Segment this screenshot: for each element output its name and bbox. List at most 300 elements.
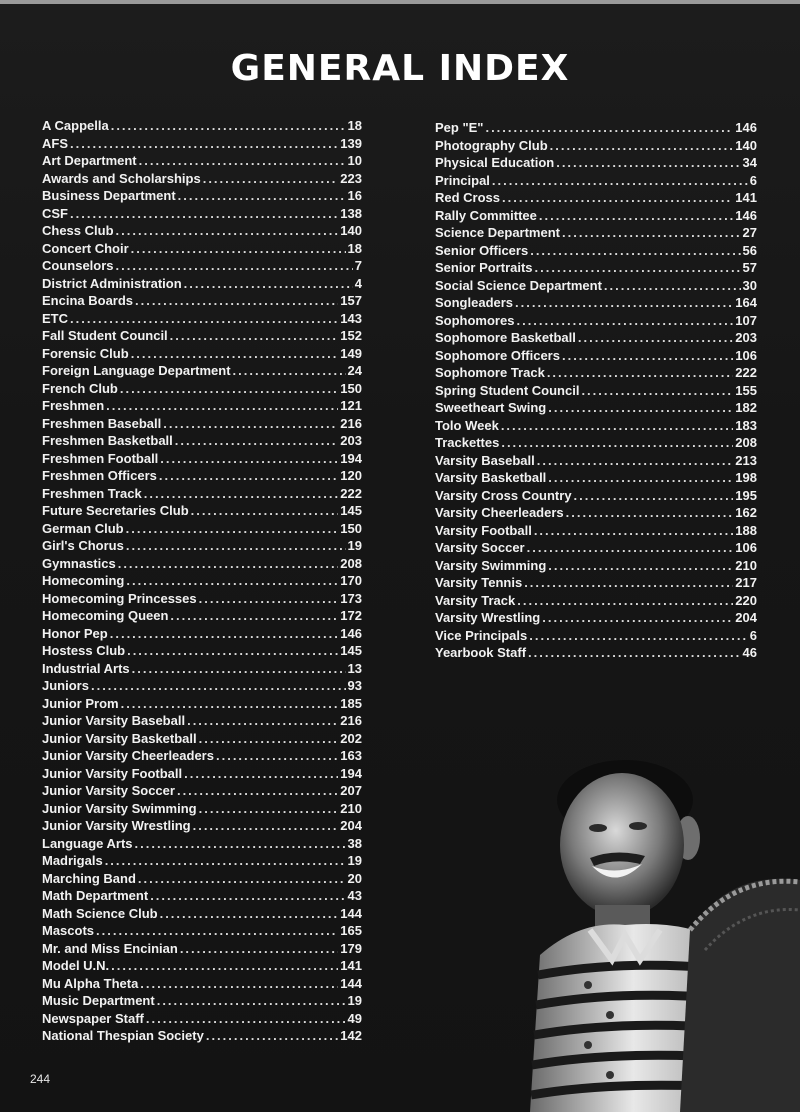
entry-name: Chess Club <box>42 223 114 238</box>
index-entry <box>42 678 362 696</box>
entry-page-number: 208 <box>340 555 362 571</box>
leader-dots <box>501 418 733 433</box>
entry-name: Senior Officers <box>435 242 529 258</box>
index-entry <box>42 713 362 731</box>
entry-name: Junior Varsity Swimming <box>42 800 197 816</box>
index-entry <box>435 173 757 191</box>
entry-name: Homecoming Princesses <box>42 590 197 606</box>
leader-dots <box>135 836 346 851</box>
entry-name: Forensic Club <box>42 345 129 361</box>
index-entry <box>42 118 362 136</box>
index-entry <box>42 836 362 854</box>
entry-name: Encina Boards <box>42 293 134 308</box>
index-entry <box>42 993 362 1011</box>
index-entry <box>435 190 757 208</box>
leader-dots <box>132 661 346 676</box>
entry-page-number: 121 <box>340 398 362 413</box>
leader-dots <box>193 818 339 833</box>
entry-name: Mu Alpha Theta <box>42 975 139 991</box>
entry-page-number: 146 <box>735 207 757 223</box>
leader-dots <box>118 556 339 571</box>
index-entry <box>42 748 362 766</box>
entry-page-number: 217 <box>735 575 757 590</box>
index-entry <box>435 418 757 436</box>
entry-page-number: 140 <box>735 137 757 153</box>
entry-name: Varsity Track <box>435 592 516 608</box>
page-top-edge <box>0 0 800 4</box>
leader-dots <box>187 713 338 728</box>
index-entry <box>435 348 757 366</box>
entry-name: Freshmen <box>42 398 105 413</box>
index-entry <box>42 206 362 224</box>
entry-name: Junior Varsity Soccer <box>42 783 175 798</box>
entry-page-number: 56 <box>742 242 757 258</box>
index-entry <box>42 853 362 871</box>
index-column-left <box>42 118 362 1046</box>
entry-name: German Club <box>42 520 124 536</box>
index-entry <box>435 610 757 628</box>
entry-page-number: 165 <box>340 923 362 938</box>
entry-page-number: 93 <box>347 678 362 693</box>
entry-name: Social Science Department <box>435 277 602 293</box>
leader-dots <box>70 206 338 221</box>
entry-page-number: 138 <box>340 205 362 221</box>
leader-dots <box>144 486 339 501</box>
index-entry <box>42 153 362 171</box>
entry-name: French Club <box>42 380 118 396</box>
entry-page-number: 194 <box>340 450 362 466</box>
index-entry <box>435 330 757 348</box>
entry-name: Junior Varsity Wrestling <box>42 818 191 833</box>
entry-name: District Administration <box>42 275 182 291</box>
index-entry <box>42 941 362 959</box>
entry-name: Varsity Cross Country <box>435 487 572 503</box>
index-entry <box>42 818 362 836</box>
leader-dots <box>527 540 734 555</box>
index-entry <box>435 645 757 663</box>
index-entry <box>435 383 757 401</box>
entry-page-number: 49 <box>347 1010 362 1026</box>
entry-page-number: 208 <box>735 435 757 450</box>
entry-name: National Thespian Society <box>42 1028 204 1043</box>
leader-dots <box>126 538 346 553</box>
index-entry <box>435 243 757 261</box>
entry-page-number: 24 <box>347 363 362 378</box>
entry-page-number: 106 <box>735 540 757 555</box>
entry-name: Physical Education <box>435 155 555 170</box>
entry-page-number: 204 <box>340 818 362 833</box>
entry-page-number: 145 <box>340 503 362 518</box>
entry-page-number: 34 <box>742 155 757 170</box>
leader-dots <box>106 398 338 413</box>
entry-name: Math Science Club <box>42 905 158 921</box>
index-entry <box>42 171 362 189</box>
leader-dots <box>170 608 338 623</box>
index-entry <box>435 155 757 173</box>
leader-dots <box>191 503 339 518</box>
leader-dots <box>116 258 353 273</box>
entry-name: Counselors <box>42 258 114 273</box>
entry-name: Senior Portraits <box>435 260 533 275</box>
index-entry <box>42 328 362 346</box>
index-entry <box>42 346 362 364</box>
entry-name: Industrial Arts <box>42 660 130 676</box>
entry-name: Madrigals <box>42 853 103 868</box>
entry-page-number: 163 <box>340 748 362 763</box>
entry-name: Songleaders <box>435 295 514 310</box>
index-entry <box>435 208 757 226</box>
leader-dots <box>131 241 346 256</box>
entry-name: Freshmen Football <box>42 450 159 466</box>
entry-name: Girl's Chorus <box>42 538 124 553</box>
leader-dots <box>91 678 346 693</box>
entry-name: Sophomore Officers <box>435 347 560 363</box>
index-entry <box>42 976 362 994</box>
index-entry <box>42 311 362 329</box>
entry-page-number: 173 <box>340 590 362 606</box>
entry-page-number: 19 <box>347 993 362 1008</box>
entry-name: Sweetheart Swing <box>435 400 547 415</box>
entry-name: Freshmen Track <box>42 485 142 501</box>
leader-dots <box>534 523 733 538</box>
index-entry <box>42 731 362 749</box>
entry-page-number: 139 <box>340 135 362 151</box>
leader-dots <box>170 328 339 343</box>
entry-name: Foreign Language Department <box>42 363 231 378</box>
index-entry <box>435 278 757 296</box>
entry-name: AFS <box>42 135 68 151</box>
entry-page-number: 149 <box>340 345 362 361</box>
index-entry <box>435 523 757 541</box>
leader-dots <box>562 348 733 363</box>
entry-name: Juniors <box>42 678 89 693</box>
leader-dots <box>548 558 733 573</box>
index-entry <box>42 416 362 434</box>
index-entry <box>42 486 362 504</box>
entry-name: Gymnastics <box>42 555 116 571</box>
entry-name: Pep "E" <box>435 120 484 135</box>
index-entry <box>42 451 362 469</box>
entry-name: Sophomore Track <box>435 365 545 380</box>
leader-dots <box>528 645 741 660</box>
leader-dots <box>542 610 733 625</box>
entry-name: Spring Student Council <box>435 382 580 398</box>
entry-page-number: 19 <box>347 538 362 553</box>
index-entry <box>42 696 362 714</box>
entry-name: Math Department <box>42 888 149 903</box>
entry-name: Hostess Club <box>42 643 126 658</box>
entry-name: Varsity Basketball <box>435 470 547 485</box>
leader-dots <box>178 188 346 203</box>
entry-page-number: 6 <box>749 172 757 188</box>
entry-name: Fall Student Council <box>42 328 168 343</box>
entry-name: Varsity Wrestling <box>435 610 541 625</box>
entry-name: Principal <box>435 172 490 188</box>
leader-dots <box>516 313 733 328</box>
leader-dots <box>203 171 339 186</box>
leader-dots <box>138 871 346 886</box>
entry-page-number: 155 <box>735 382 757 398</box>
leader-dots <box>116 223 339 238</box>
leader-dots <box>159 468 338 483</box>
entry-page-number: 152 <box>340 328 362 343</box>
leader-dots <box>121 696 339 711</box>
index-entry <box>42 801 362 819</box>
entry-name: Freshmen Basketball <box>42 433 173 448</box>
leader-dots <box>535 260 741 275</box>
index-entry <box>435 138 757 156</box>
index-entry <box>42 1011 362 1029</box>
entry-page-number: 141 <box>735 190 757 205</box>
index-entry <box>42 958 362 976</box>
index-entry <box>435 120 757 138</box>
leader-dots <box>578 330 733 345</box>
index-entry <box>435 575 757 593</box>
leader-dots <box>111 958 338 973</box>
entry-name: A Cappella <box>42 118 109 133</box>
entry-page-number: 4 <box>354 275 362 291</box>
index-entry <box>435 628 757 646</box>
index-entry <box>42 871 362 889</box>
index-entry <box>42 398 362 416</box>
entry-page-number: 183 <box>735 417 757 433</box>
leader-dots <box>135 293 338 308</box>
entry-name: Varsity Tennis <box>435 575 523 590</box>
entry-page-number: 150 <box>340 380 362 396</box>
index-entry <box>42 888 362 906</box>
entry-page-number: 202 <box>340 730 362 746</box>
index-entry <box>42 223 362 241</box>
leader-dots <box>492 173 748 188</box>
entry-name: Art Department <box>42 153 137 168</box>
entry-name: Homecoming <box>42 573 125 588</box>
leader-dots <box>548 400 733 415</box>
index-entry <box>42 293 362 311</box>
leader-dots <box>206 1028 338 1043</box>
entry-page-number: 18 <box>347 118 362 133</box>
index-entry <box>42 468 362 486</box>
entry-page-number: 144 <box>340 905 362 921</box>
entry-page-number: 46 <box>742 645 757 660</box>
leader-dots <box>581 383 733 398</box>
entry-name: Honor Pep <box>42 625 108 641</box>
index-entry <box>435 593 757 611</box>
entry-name: Photography Club <box>435 137 548 153</box>
index-entry <box>435 505 757 523</box>
entry-name: Mr. and Miss Encinian <box>42 940 178 956</box>
entry-name: Future Secretaries Club <box>42 503 189 518</box>
entry-page-number: 222 <box>735 365 757 380</box>
entry-page-number: 7 <box>354 258 362 273</box>
leader-dots <box>105 853 346 868</box>
leader-dots <box>184 276 353 291</box>
entry-page-number: 179 <box>340 940 362 956</box>
entry-page-number: 38 <box>347 835 362 851</box>
leader-dots <box>529 628 748 643</box>
index-entry <box>42 923 362 941</box>
entry-page-number: 207 <box>340 783 362 798</box>
entry-page-number: 185 <box>340 695 362 711</box>
leader-dots <box>157 993 346 1008</box>
entry-name: Varsity Baseball <box>435 452 535 468</box>
entry-page-number: 19 <box>347 853 362 868</box>
entry-page-number: 146 <box>340 625 362 641</box>
index-entry <box>42 258 362 276</box>
entry-page-number: 162 <box>735 505 757 520</box>
leader-dots <box>502 190 733 205</box>
entry-name: Mascots <box>42 923 95 938</box>
entry-name: Concert Choir <box>42 240 129 256</box>
leader-dots <box>550 138 734 153</box>
index-entry <box>435 295 757 313</box>
entry-page-number: 107 <box>735 312 757 328</box>
leader-dots <box>175 433 339 448</box>
entry-page-number: 216 <box>340 713 362 728</box>
leader-dots <box>96 923 338 938</box>
index-entry <box>42 661 362 679</box>
index-entry <box>435 470 757 488</box>
entry-page-number: 27 <box>742 225 757 240</box>
leader-dots <box>177 783 338 798</box>
entry-name: Vice Principals <box>435 627 528 643</box>
index-entry <box>42 626 362 644</box>
entry-name: Tolo Week <box>435 417 499 433</box>
entry-name: Yearbook Staff <box>435 645 527 660</box>
entry-page-number: 16 <box>347 188 362 203</box>
index-entry <box>42 188 362 206</box>
index-entry <box>42 363 362 381</box>
entry-page-number: 204 <box>735 610 757 625</box>
index-entry <box>42 521 362 539</box>
leader-dots <box>485 120 733 135</box>
leader-dots <box>110 626 339 641</box>
entry-page-number: 198 <box>735 470 757 485</box>
entry-name: Music Department <box>42 993 155 1008</box>
leader-dots <box>111 118 346 133</box>
entry-page-number: 144 <box>340 975 362 991</box>
entry-name: Homecoming Queen <box>42 608 169 623</box>
entry-page-number: 216 <box>340 415 362 431</box>
entry-page-number: 143 <box>340 310 362 326</box>
entry-page-number: 188 <box>735 522 757 538</box>
entry-page-number: 140 <box>340 223 362 238</box>
index-entry <box>435 435 757 453</box>
leader-dots <box>120 381 338 396</box>
entry-page-number: 106 <box>735 347 757 363</box>
entry-name: Trackettes <box>435 435 500 450</box>
entry-page-number: 150 <box>340 520 362 536</box>
entry-name: Newspaper Staff <box>42 1010 144 1026</box>
leader-dots <box>184 766 338 781</box>
page-title: GENERAL INDEX <box>230 48 570 89</box>
index-entry <box>42 538 362 556</box>
entry-page-number: 220 <box>735 592 757 608</box>
index-entry <box>42 136 362 154</box>
entry-page-number: 210 <box>340 800 362 816</box>
leader-dots <box>537 453 734 468</box>
entry-page-number: 142 <box>340 1028 362 1043</box>
leader-dots <box>146 1011 346 1026</box>
leader-dots <box>562 225 741 240</box>
index-entry <box>42 381 362 399</box>
leader-dots <box>574 488 734 503</box>
leader-dots <box>547 365 733 380</box>
entry-page-number: 203 <box>735 330 757 345</box>
leader-dots <box>180 941 338 956</box>
entry-name: Junior Varsity Cheerleaders <box>42 748 214 763</box>
entry-page-number: 210 <box>735 557 757 573</box>
entry-name: Junior Prom <box>42 695 119 711</box>
index-column-right <box>435 120 757 663</box>
entry-name: Sophomore Basketball <box>435 330 576 345</box>
entry-name: Varsity Soccer <box>435 540 525 555</box>
entry-name: Sophomores <box>435 312 515 328</box>
entry-name: Model U.N. <box>42 958 110 973</box>
entry-name: Rally Committee <box>435 207 537 223</box>
leader-dots <box>70 136 338 151</box>
leader-dots <box>501 435 733 450</box>
index-entry <box>42 783 362 801</box>
index-entry <box>42 276 362 294</box>
entry-name: Freshmen Baseball <box>42 415 162 431</box>
index-entry <box>435 540 757 558</box>
entry-page-number: 194 <box>340 765 362 781</box>
entry-name: Business Department <box>42 188 176 203</box>
index-entry <box>435 488 757 506</box>
leader-dots <box>233 363 346 378</box>
page-number: 244 <box>30 1072 51 1086</box>
index-entry <box>42 766 362 784</box>
entry-page-number: 43 <box>347 888 362 903</box>
index-entry <box>42 241 362 259</box>
leader-dots <box>517 593 733 608</box>
leader-dots <box>566 505 734 520</box>
index-entry <box>435 400 757 418</box>
index-entry <box>42 433 362 451</box>
index-entry <box>42 1028 362 1046</box>
entry-page-number: 120 <box>340 468 362 483</box>
index-entry <box>435 558 757 576</box>
entry-page-number: 145 <box>340 643 362 658</box>
leader-dots <box>140 976 338 991</box>
leader-dots <box>548 470 733 485</box>
leader-dots <box>199 591 339 606</box>
leader-dots <box>131 346 339 361</box>
index-entry <box>42 591 362 609</box>
entry-page-number: 164 <box>735 295 757 310</box>
index-entry <box>42 556 362 574</box>
index-entry <box>42 573 362 591</box>
entry-name: Marching Band <box>42 870 136 886</box>
leader-dots <box>160 451 338 466</box>
leader-dots <box>530 243 740 258</box>
entry-page-number: 203 <box>340 433 362 448</box>
entry-name: Language Arts <box>42 835 133 851</box>
entry-name: Varsity Football <box>435 522 532 538</box>
leader-dots <box>515 295 733 310</box>
leader-dots <box>539 208 733 223</box>
entry-page-number: 6 <box>749 627 757 643</box>
leader-dots <box>163 416 338 431</box>
leader-dots <box>556 155 740 170</box>
entry-name: CSF <box>42 205 68 221</box>
leader-dots <box>199 801 339 816</box>
entry-name: Varsity Cheerleaders <box>435 505 564 520</box>
entry-name: Junior Varsity Basketball <box>42 730 197 746</box>
entry-page-number: 18 <box>347 240 362 256</box>
leader-dots <box>127 643 338 658</box>
entry-page-number: 30 <box>742 277 757 293</box>
